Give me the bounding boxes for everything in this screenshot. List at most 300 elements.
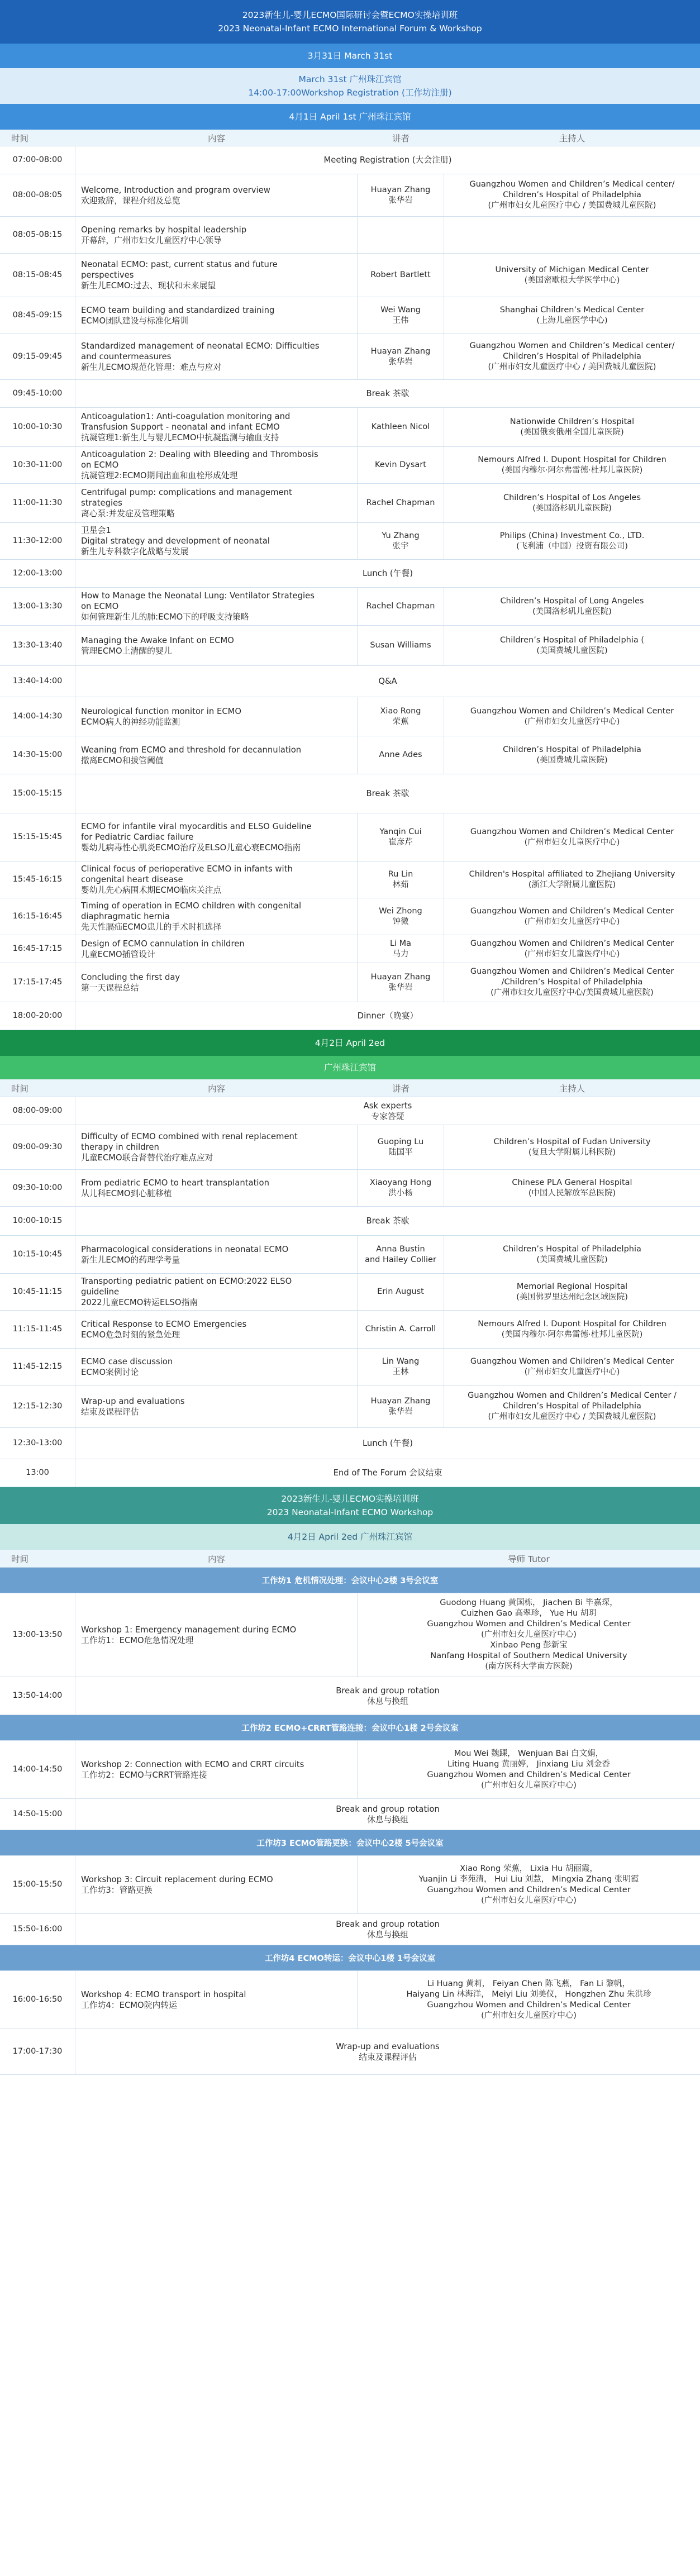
host-cell-line: (广州市妇女儿童医疗中心 / 美国费城儿童医院) (488, 1412, 656, 1421)
session-cell (75, 1097, 700, 1125)
topic-cell (75, 1125, 358, 1169)
topic-cell-line: Workshop 4: ECMO transport in hospital (81, 1989, 246, 1999)
time-cell: 15:00-15:15 (0, 774, 75, 813)
topic-cell-line: 抗凝管理2:ECMO期间出血和血栓形成处理 (81, 471, 238, 480)
speaker-cell-line: 张华岩 (388, 357, 413, 366)
session-text: Break and group rotation (336, 1919, 440, 1929)
schedule-row (0, 1428, 700, 1459)
speaker-cell (358, 297, 444, 334)
session-cell (75, 1459, 700, 1487)
time-cell: 10:45-11:15 (0, 1274, 75, 1310)
day1-title-bar (0, 104, 700, 130)
schedule-row (0, 560, 700, 588)
topic-cell-line: congenital heart disease (81, 875, 183, 884)
session-cell (75, 774, 700, 813)
topic-cell (75, 1856, 358, 1913)
speaker-cell-line: 钟微 (392, 917, 409, 926)
schedule-row (0, 1170, 700, 1207)
host-cell (444, 1125, 700, 1169)
host-cell-line: Shanghai Children’s Medical Center (499, 305, 645, 315)
speaker-cell (358, 861, 444, 898)
topic-cell-line: 新生儿ECMO的药理学考量 (81, 1255, 180, 1265)
session-cell (75, 1677, 700, 1715)
time-cell: 09:00-09:30 (0, 1125, 75, 1169)
topic-cell-line: strategies (81, 498, 122, 508)
host-cell-line: (广州市妇女儿童医疗中心/美国费城儿童医院) (491, 988, 654, 997)
schedule-row (0, 1459, 700, 1487)
host-cell (444, 697, 700, 736)
speaker-cell (358, 736, 444, 774)
mar31-info (0, 68, 700, 104)
speaker-cell (358, 1236, 444, 1273)
day1-title: 4月1日 April 1st 广州珠江宾馆 (289, 112, 411, 122)
host-cell-line: (美国内穆尔·阿尔弗雷德·杜邦儿童医院) (501, 465, 643, 475)
speaker-cell-line: Robert Bartlett (370, 270, 431, 279)
speaker-cell-line: Rachel Chapman (366, 498, 435, 507)
topic-cell (75, 1741, 358, 1798)
time-cell: 14:50-15:00 (0, 1799, 75, 1830)
schedule-row (0, 666, 700, 697)
host-cell-line: (上海儿童医学中心) (536, 316, 608, 325)
topic-cell-line: Clinical focus of perioperative ECMO in infants with (81, 864, 293, 874)
session-text: 休息与换组 (367, 1930, 408, 1940)
speaker-cell-line: Li Ma (389, 939, 412, 948)
tutor-cell-line: (广州市妇女儿童医疗中心) (481, 1630, 577, 1639)
session-text: 专家答疑 (371, 1111, 404, 1121)
topic-cell-line: therapy in children (81, 1142, 159, 1152)
topic-cell-line: 工作坊2：ECMO与CRRT管路连接 (81, 1770, 207, 1780)
forum-header (0, 0, 700, 44)
session-text: Wrap-up and evaluations (336, 2041, 440, 2051)
session-text: 休息与换组 (367, 1815, 408, 1825)
time-cell: 13:40-14:00 (0, 666, 75, 697)
topic-cell-line: 工作坊4：ECMO院内转运 (81, 2000, 177, 2010)
host-cell-line: Philips (China) Investment Co., LTD. (499, 531, 645, 540)
topic-cell-line: ECMO危急时刻的紧急处理 (81, 1330, 180, 1340)
topic-cell-line: ECMO for infantile viral myocarditis and ELSO Guideline (81, 822, 312, 831)
host-cell-line: Children’s Hospital of Philadelphia (503, 1244, 641, 1254)
speaker-cell-line: Huayan Zhang (370, 185, 431, 194)
host-cell (444, 297, 700, 334)
speaker-cell (358, 1311, 444, 1348)
speaker-cell (358, 1274, 444, 1310)
time-cell: 17:15-17:45 (0, 963, 75, 1002)
tutor-cell-line: (广州市妇女儿童医疗中心) (481, 1896, 577, 1905)
speaker-cell (358, 626, 444, 665)
topic-cell-line: 撤离ECMO和拔管阈值 (81, 755, 164, 765)
time-cell: 15:50-16:00 (0, 1914, 75, 1945)
day2-date-bar (0, 1030, 700, 1056)
schedule-row (0, 1002, 700, 1030)
mar31-registration: 14:00-17:00Workshop Registration (工作坊注册) (248, 88, 452, 98)
host-cell (444, 447, 700, 483)
topic-cell-line: 先天性膈疝ECMO患儿的手术时机选择 (81, 922, 222, 932)
session-text: Q&A (378, 677, 397, 686)
speaker-cell (358, 447, 444, 483)
workshop-row (0, 2029, 700, 2075)
topic-cell-line: From pediatric ECMO to heart transplantation (81, 1178, 269, 1188)
host-cell (444, 736, 700, 774)
topic-cell (75, 1593, 358, 1677)
host-cell-line: Children’s Hospital of Los Angeles (503, 493, 641, 502)
topic-cell (75, 1349, 358, 1385)
schedule-row (0, 1236, 700, 1274)
topic-cell-line: 儿童ECMO联合肾替代治疗难点应对 (81, 1153, 213, 1163)
workshop-row (0, 1741, 700, 1799)
session-text: 休息与换组 (367, 1696, 408, 1706)
topic-cell (75, 1385, 358, 1427)
session-text: Dinner（晚宴） (357, 1011, 418, 1021)
speaker-cell (358, 963, 444, 1002)
topic-cell-line: Anticoagulation1: Anti-coagulation monitoring and (81, 412, 291, 421)
time-cell: 10:15-10:45 (0, 1236, 75, 1273)
column-header-speaker: 讲者 (392, 133, 409, 144)
speaker-cell (358, 1349, 444, 1385)
host-cell-line: Guangzhou Women and Children’s Medical Center (470, 906, 674, 916)
topic-cell (75, 408, 358, 446)
host-cell-line: Guangzhou Women and Children’s Medical Center (470, 827, 674, 836)
topic-cell-line: Wrap-up and evaluations (81, 1396, 185, 1406)
host-cell-line: (美国佛罗里达州纪念区域医院) (516, 1292, 628, 1302)
speaker-cell (358, 1170, 444, 1206)
topic-cell-line: Neonatal ECMO: past, current status and future (81, 260, 278, 269)
host-cell-line: Guangzhou Women and Children’s Medical Center / (468, 1391, 677, 1400)
tutor-cell-line: Xinbao Peng 彭新宝 (490, 1641, 568, 1650)
host-cell-line: (广州市妇女儿童医疗中心) (524, 949, 620, 959)
host-cell-line: Guangzhou Women and Children’s Medical Center (470, 939, 674, 948)
host-cell (444, 408, 700, 446)
schedule-row (0, 146, 700, 174)
topic-cell-line: 儿童ECMO插管设计 (81, 949, 155, 959)
tutor-cell-line: Guangzhou Women and Children’s Medical Center (427, 1620, 631, 1629)
column-header-topic: 内容 (207, 1083, 225, 1094)
topic-cell-line: 如何管理新生儿的肺:ECMO下的呼吸支持策略 (81, 612, 249, 622)
topic-cell-line: 2022儿童ECMO转运ELSO指南 (81, 1298, 198, 1307)
session-text: 结束及课程评估 (359, 2052, 417, 2062)
speaker-cell (358, 898, 444, 935)
session-text: Break and group rotation (336, 1804, 440, 1814)
time-cell: 10:00-10:30 (0, 408, 75, 446)
host-cell (444, 334, 700, 379)
workshop-row (0, 1593, 700, 1677)
time-cell: 08:45-09:15 (0, 297, 75, 334)
topic-cell-line: 管理ECMO上清醒的婴儿 (81, 646, 172, 656)
day2-venue-bar (0, 1056, 700, 1079)
tutor-cell-line: (广州市妇女儿童医疗中心) (481, 2011, 577, 2020)
topic-cell-line: Opening remarks by hospital leadership (81, 225, 247, 235)
host-cell-line: Nationwide Children’s Hospital (509, 417, 635, 426)
time-cell: 14:30-15:00 (0, 736, 75, 774)
session-text: Break and group rotation (336, 1685, 440, 1696)
speaker-cell-line: 张华岩 (388, 1407, 413, 1416)
host-cell-line: Children’s Hospital of Philadelphia (503, 1402, 641, 1411)
topic-cell-line: Workshop 1: Emergency management during ECMO (81, 1625, 297, 1635)
topic-cell-line: diaphragmatic hernia (81, 912, 170, 921)
topic-cell-line: Pharmacological considerations in neonatal ECMO (81, 1244, 289, 1254)
session-cell (75, 2029, 700, 2074)
host-cell (444, 1274, 700, 1310)
session-cell (75, 1207, 700, 1235)
topic-cell-line: and countermeasures (81, 352, 172, 361)
day2-venue: 广州珠江宾馆 (323, 1063, 376, 1073)
session-cell (75, 380, 700, 407)
forum-title-cn: 2023新生儿-婴儿ECMO国际研讨会暨ECMO实操培训班 (242, 10, 458, 20)
topic-cell (75, 1274, 358, 1310)
speaker-cell-line: Lin Wang (382, 1356, 420, 1366)
topic-cell-line: 工作坊3：管路更换 (81, 1885, 153, 1895)
topic-cell-line: on ECMO (81, 460, 119, 470)
speaker-cell-line: Kevin Dysart (375, 460, 426, 469)
tutor-cell-line: Nanfang Hospital of Southern Medical University (430, 1651, 627, 1660)
speaker-cell-line: 林茹 (392, 880, 409, 889)
topic-cell-line: 新生儿ECMO规范化管理：难点与应对 (81, 363, 222, 372)
speaker-cell-line: Huayan Zhang (370, 972, 431, 982)
column-header-topic: 内容 (207, 133, 225, 144)
session-cell (75, 1002, 700, 1030)
time-cell: 15:15-15:45 (0, 813, 75, 861)
column-header-tutor: 导师 Tutor (508, 1554, 550, 1564)
workshop-date: 4月2日 April 2ed 广州珠江宾馆 (287, 1532, 413, 1542)
topic-cell-line: 从儿科ECMO到心脏移植 (81, 1188, 172, 1198)
schedule-row (0, 861, 700, 898)
speaker-cell-line: Huayan Zhang (370, 1396, 431, 1406)
topic-cell-line: Centrifugal pump: complications and management (81, 488, 292, 497)
speaker-cell (358, 588, 444, 625)
host-cell-line: (广州市妇女儿童医疗中心) (524, 1367, 620, 1377)
host-cell (444, 588, 700, 625)
host-cell (444, 174, 700, 216)
time-cell: 13:00 (0, 1459, 75, 1487)
host-cell-line: Children’s Hospital of Fudan University (493, 1137, 651, 1146)
topic-cell (75, 523, 358, 559)
column-header-host: 主持人 (559, 1083, 585, 1094)
tutor-cell (358, 1741, 700, 1798)
topic-cell (75, 626, 358, 665)
topic-cell-line: 婴幼儿先心病围术期ECMO临床关注点 (81, 885, 222, 895)
schedule-row (0, 408, 700, 447)
host-cell-line: (广州市妇女儿童医疗中心) (524, 837, 620, 847)
topic-cell-line: Workshop 2: Connection with ECMO and CRRT circuits (81, 1759, 304, 1769)
topic-cell-line: Critical Response to ECMO Emergencies (81, 1319, 247, 1329)
tutor-cell-line: Yuanjin Li 李苑清， Hui Liu 刘慧， Mingxia Zhang 张明霞 (418, 1874, 639, 1884)
schedule-row (0, 174, 700, 217)
host-cell (444, 1311, 700, 1348)
time-cell: 08:00-09:00 (0, 1097, 75, 1125)
speaker-cell-line: Wei Wang (380, 305, 421, 315)
schedule-row (0, 736, 700, 774)
host-cell-line: (美国洛杉矶儿童医院) (532, 503, 612, 513)
host-cell (444, 861, 700, 898)
speaker-cell-line: 张华岩 (388, 196, 413, 205)
topic-cell (75, 297, 358, 334)
topic-cell-line: Managing the Awake Infant on ECMO (81, 635, 234, 645)
speaker-cell-line: Erin August (377, 1287, 424, 1296)
speaker-cell-line: Yu Zhang (382, 531, 420, 540)
tutor-cell-line: Liting Huang 黄丽婷， Jinxiang Liu 刘金香 (447, 1759, 610, 1769)
session-text: Break 茶歇 (366, 389, 409, 398)
schedule-row (0, 1349, 700, 1385)
speaker-cell-line: 崔彦芹 (388, 837, 413, 847)
session-text: Lunch (午餐) (362, 1439, 413, 1448)
speaker-cell (358, 813, 444, 861)
host-cell-line: (美国俄亥俄州全国儿童医院) (520, 427, 624, 437)
workshop-date-bar (0, 1524, 700, 1550)
time-cell: 10:30-11:00 (0, 447, 75, 483)
topic-cell-line: 结束及课程评估 (81, 1407, 139, 1417)
topic-cell-line: Workshop 3: Circuit replacement during ECMO (81, 1874, 273, 1884)
schedule-row (0, 1125, 700, 1170)
topic-cell (75, 898, 358, 935)
speaker-cell (358, 174, 444, 216)
topic-cell-line: 欢迎致辞，课程介绍及总览 (81, 196, 180, 206)
host-cell-line: (浙江大学附属儿童医院) (528, 880, 616, 889)
schedule-row (0, 963, 700, 1002)
host-cell (444, 898, 700, 935)
workshop-title-cn: 2023新生儿-婴儿ECMO实操培训班 (281, 1494, 419, 1504)
time-cell: 16:15-16:45 (0, 898, 75, 935)
tutor-cell-line: Guangzhou Women and Children’s Medical Center (427, 1885, 631, 1894)
host-cell-line: Memorial Regional Hospital (516, 1282, 628, 1291)
speaker-cell (358, 217, 444, 253)
speaker-cell-line: 张华岩 (388, 983, 413, 992)
tutor-cell-line: Mou Wei 魏踝， Wenjuan Bai 白文娟， (454, 1749, 604, 1758)
column-header-time: 时间 (11, 1554, 29, 1564)
workshop-session-title: 工作坊2 ECMO+CRRT管路连接：会议中心1楼 2号会议室 (0, 1715, 700, 1741)
workshop-title-en: 2023 Neonatal-Infant ECMO Workshop (266, 1507, 434, 1517)
host-cell (444, 1385, 700, 1427)
speaker-cell (358, 1385, 444, 1427)
time-cell: 18:00-20:00 (0, 1002, 75, 1030)
host-cell (444, 963, 700, 1002)
tutor-cell-line: Guodong Huang 黄国栋， Jiachen Bi 毕嘉琛， (440, 1598, 618, 1607)
session-cell (75, 560, 700, 587)
topic-cell-line: Transfusion Support - neonatal and infant ECMO (81, 422, 280, 432)
mar31-venue: March 31st 广州珠江宾馆 (298, 74, 402, 84)
topic-cell-line: on ECMO (81, 602, 119, 611)
session-cell (75, 1914, 700, 1945)
host-cell (444, 1170, 700, 1206)
tutor-cell-line: Guangzhou Women and Children’s Medical Center (427, 1770, 631, 1779)
tutor-cell (358, 1856, 700, 1913)
speaker-cell-line: 陆国平 (388, 1147, 413, 1157)
time-cell: 12:00-13:00 (0, 560, 75, 587)
tutor-cell (358, 1971, 700, 2029)
speaker-cell-line: 荣蕉 (392, 717, 409, 726)
topic-cell-line: Neurological function monitor in ECMO (81, 706, 242, 716)
time-cell: 13:30-13:40 (0, 626, 75, 665)
time-cell: 16:45-17:15 (0, 935, 75, 963)
topic-cell (75, 217, 358, 253)
host-cell-line: (广州市妇女儿童医疗中心) (524, 717, 620, 726)
schedule-row (0, 588, 700, 626)
topic-cell-line: Design of ECMO cannulation in children (81, 939, 245, 949)
time-cell: 16:00-16:50 (0, 1971, 75, 2029)
topic-cell (75, 334, 358, 379)
host-cell (444, 1236, 700, 1273)
time-cell: 14:00-14:50 (0, 1741, 75, 1798)
topic-cell-line: perspectives (81, 270, 134, 280)
time-cell: 11:00-11:30 (0, 484, 75, 522)
host-cell-line: Chinese PLA General Hospital (512, 1178, 632, 1187)
time-cell: 17:00-17:30 (0, 2029, 75, 2074)
schedule-row (0, 1311, 700, 1349)
topic-cell-line: 第一天课程总结 (81, 983, 139, 993)
topic-cell (75, 697, 358, 736)
speaker-cell-line: 王林 (392, 1367, 409, 1377)
schedule-row (0, 1274, 700, 1311)
schedule-row (0, 523, 700, 560)
host-cell-line: (广州市妇女儿童医疗中心) (524, 917, 620, 926)
tutor-cell-line: Cuizhen Gao 高翠珍， Yue Hu 胡玥 (461, 1609, 597, 1618)
workshop-row (0, 1914, 700, 1945)
time-cell: 14:00-14:30 (0, 697, 75, 736)
host-cell-line: University of Michigan Medical Center (495, 265, 649, 274)
host-cell (444, 1349, 700, 1385)
column-header-topic: 内容 (207, 1554, 225, 1564)
host-cell-line: Children’s Hospital of Long Angeles (500, 596, 644, 606)
speaker-cell-line: Wei Zhong (379, 906, 422, 916)
speaker-cell (358, 334, 444, 379)
topic-cell-line: Weaning from ECMO and threshold for decannulation (81, 745, 302, 755)
topic-cell-line: 离心泵:并发症及管理策略 (81, 509, 175, 518)
schedule-row (0, 380, 700, 408)
topic-cell-line: 婴幼儿病毒性心肌炎ECMO治疗及ELSO儿童心衰ECMO指南 (81, 843, 301, 853)
speaker-cell-line: Xiao Rong (380, 706, 421, 716)
host-cell (444, 523, 700, 559)
session-cell (75, 1799, 700, 1830)
speaker-cell-line: and Hailey Collier (365, 1255, 436, 1264)
workshop-row (0, 1799, 700, 1830)
speaker-cell-line: Huayan Zhang (370, 346, 431, 356)
session-text: Meeting Registration (大会注册) (323, 155, 452, 165)
schedule-row (0, 774, 700, 813)
column-header-row (0, 130, 700, 146)
workshop-session-title: 工作坊3 ECMO管路更换：会议中心2楼 5号会议室 (0, 1830, 700, 1856)
host-cell-line: Children’s Hospital of Philadelphia (503, 352, 641, 361)
topic-cell (75, 935, 358, 963)
session-cell (75, 1428, 700, 1459)
topic-cell-line: guideline (81, 1287, 120, 1297)
time-cell: 12:15-12:30 (0, 1385, 75, 1427)
column-header-row (0, 1550, 700, 1568)
day2-date: 4月2日 April 2ed (315, 1038, 385, 1048)
forum-title-en: 2023 Neonatal-Infant ECMO International Forum & Workshop (218, 23, 482, 34)
schedule-row (0, 935, 700, 963)
topic-cell (75, 1170, 358, 1206)
schedule-row (0, 484, 700, 523)
host-cell-line: (美国费城儿童医院) (536, 1255, 608, 1264)
speaker-cell (358, 935, 444, 963)
session-text: Break 茶歇 (366, 789, 409, 798)
speaker-cell-line: Xiaoyang Hong (369, 1178, 432, 1187)
host-cell-line: (美国洛杉矶儿童医院) (532, 607, 612, 616)
time-cell: 09:45-10:00 (0, 380, 75, 407)
topic-cell-line: 抗凝管理1:新生儿与婴儿ECMO中抗凝监测与输血支持 (81, 433, 279, 442)
speaker-cell (358, 408, 444, 446)
tutor-cell-line: (广州市妇女儿童医疗中心) (481, 1780, 577, 1790)
schedule-row (0, 447, 700, 484)
time-cell: 09:30-10:00 (0, 1170, 75, 1206)
speaker-cell-line: 马力 (392, 949, 409, 959)
column-header-time: 时间 (11, 1083, 29, 1094)
topic-cell (75, 484, 358, 522)
host-cell-line: (广州市妇女儿童医疗中心 / 美国费城儿童医院) (488, 363, 656, 372)
mar31-date-bar (0, 44, 700, 68)
topic-cell (75, 447, 358, 483)
time-cell: 15:45-16:15 (0, 861, 75, 898)
schedule-row (0, 1207, 700, 1236)
session-cell (75, 666, 700, 697)
